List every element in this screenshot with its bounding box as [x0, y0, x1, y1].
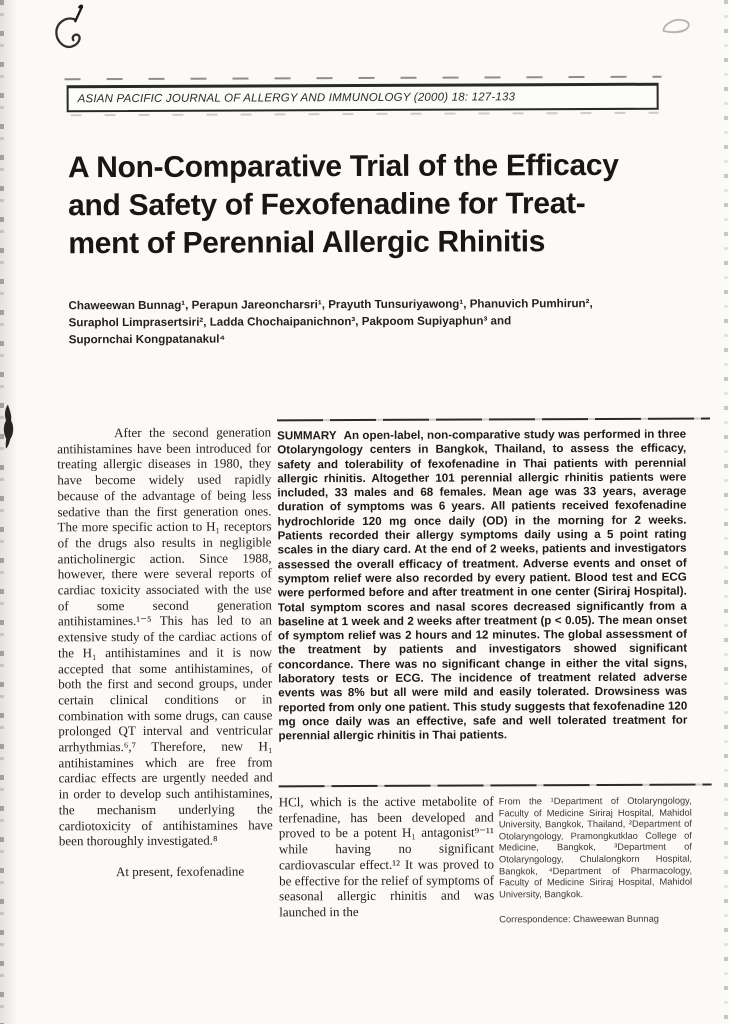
affiliations-text: From the ¹Department of Otolaryngology, Faculty of Medicine Siriraj Hospital, Mahidol University, Bangkok, Thailand, ²Department of Otolaryngology, Pramongkutklao College of Medicine, Bangkok, ³Department of Otolaryngology, Chulalongkorn Hospital, Bangkok, ⁴Department of Pharmacology, Faculty of Medicine Siriraj Hospital, Mahidol University, Bangkok. [498, 795, 693, 900]
author-line: Suraphol Limprasertsiri², Ladda Chochaipanichnon³, Pakpoom Supiyaphun³ and [68, 314, 512, 330]
journal-header-box [67, 83, 659, 113]
pen-mark-icon [48, 3, 92, 57]
paper-title-line: ment of Perennial Allergic Rhinitis [68, 225, 546, 261]
pencil-smudge-icon [660, 15, 696, 39]
summary-bottom-rule [279, 783, 712, 787]
intro-paragraph-1: After the second generation antihistamines have been introduced for treating allergic diseases in 1980, they have become widely used rapidly because of the advantage of being less sedative than the first generation ones. The more specific action to H₁ receptors of the drugs also results in negligible anticholinergic action. Since 1988, however, there were several reports of cardiac toxicity associated with the use of some second generation antihistamines.¹⁻⁵ This has led to an extensive study of the cardiac actions of the H₁ antihistamines and it is now accepted that some antihistamines, of both the first and second groups, under certain clinical conditions or in combination with some drugs, can cause prolonged QT interval and ventricular arrhythmias.⁶,⁷ Therefore, new H₁ antihistamines which are free from cardiac effects are urgently needed and in order to develop such antihistamines, the mechanism underlying the cardiotoxicity of antihistamines have been thoroughly investigated.⁸ [57, 424, 273, 849]
summary-block [277, 428, 687, 744]
summary-text: An open-label, non-comparative study was performed in three Otolaryngology centers in Bangkok, Thailand, to assess the efficacy, safety and tolerability of fexofenadine in Thai patients with perennial allergic rhinitis. Altogether 101 perennial allergic rhinitis patients were included, 33 males and 68 females. Mean age was 33 years, average duration of symptoms was 6 years. All patients received fexofenadine hydrochloride 120 mg once daily (OD) in the morning for 2 weeks. Patients recorded their allergy symptoms daily using a 5 point rating scales in the diary card. At the end of 2 weeks, patients and investigators assessed the overall efficacy of treatment. Adverse events and onset of symptom relief were also recorded by every patient. Blood test and ECG were performed before and after treatment in one center (Siriraj Hospital). Total symptom scores and nasal scores decreased significantly from a baseline at 1 week and 2 weeks after treatment (p < 0.05). The mean onset of symptom relief was 2 hours and 12 minutes. The global assessment of the treatment by patients and investigators showed significant concordance. There was no significant change in either the vital signs, laboratory tests or ECG. The incidence of treatment related adverse events was 8% but all were mild and easily tolerated. Drowsiness was reported from only one patient. This study suggests that fexofenadine 120 mg once daily was an effective, safe and well tolerated treatment for perennial allergic rhinitis in Thai patients. [277, 427, 688, 743]
continuation-paragraph: HCl, which is the active metabolite of terfenadine, has been developed and proved to be a potent H₁ antagonist⁹⁻¹¹ while having no significant cardiovascular effect.¹² It was proved to be effective for the relief of symptoms of seasonal allergic rhinitis and was launched in the [278, 793, 495, 920]
paper-title-line: and Safety of Fexofenadine for Treat- [68, 187, 586, 223]
scan-dash-artifact-under-box [71, 112, 659, 116]
scan-dash-artifact-top [65, 76, 662, 81]
journal-header-text: ASIAN PACIFIC JOURNAL OF ALLERGY AND IMMUNOLOGY (2000) 18: 127-133 [77, 91, 516, 106]
correspondence-line: Correspondence: Chaweewan Bunnag [499, 914, 659, 925]
authors-block [69, 295, 669, 349]
intro-paragraph-2: At present, fexofenadine [115, 863, 245, 880]
continuation-column [279, 793, 495, 920]
summary-top-rule [277, 417, 710, 421]
paper-title-line: A Non-Comparative Trial of the Efficacy [67, 148, 619, 185]
intro-column [57, 424, 273, 880]
summary-label: SUMMARY [277, 429, 337, 443]
author-line: Chaweewan Bunnag¹, Perapun Jareoncharsri¹, Prayuth Tunsuriyawong¹, Phanuvich Pumhirun², [68, 297, 593, 313]
affiliations-footnote [499, 796, 693, 927]
author-line: Supornchai Kongpatanakul⁴ [68, 332, 226, 347]
ink-blot-icon [1, 404, 16, 452]
paper-title [68, 147, 678, 264]
